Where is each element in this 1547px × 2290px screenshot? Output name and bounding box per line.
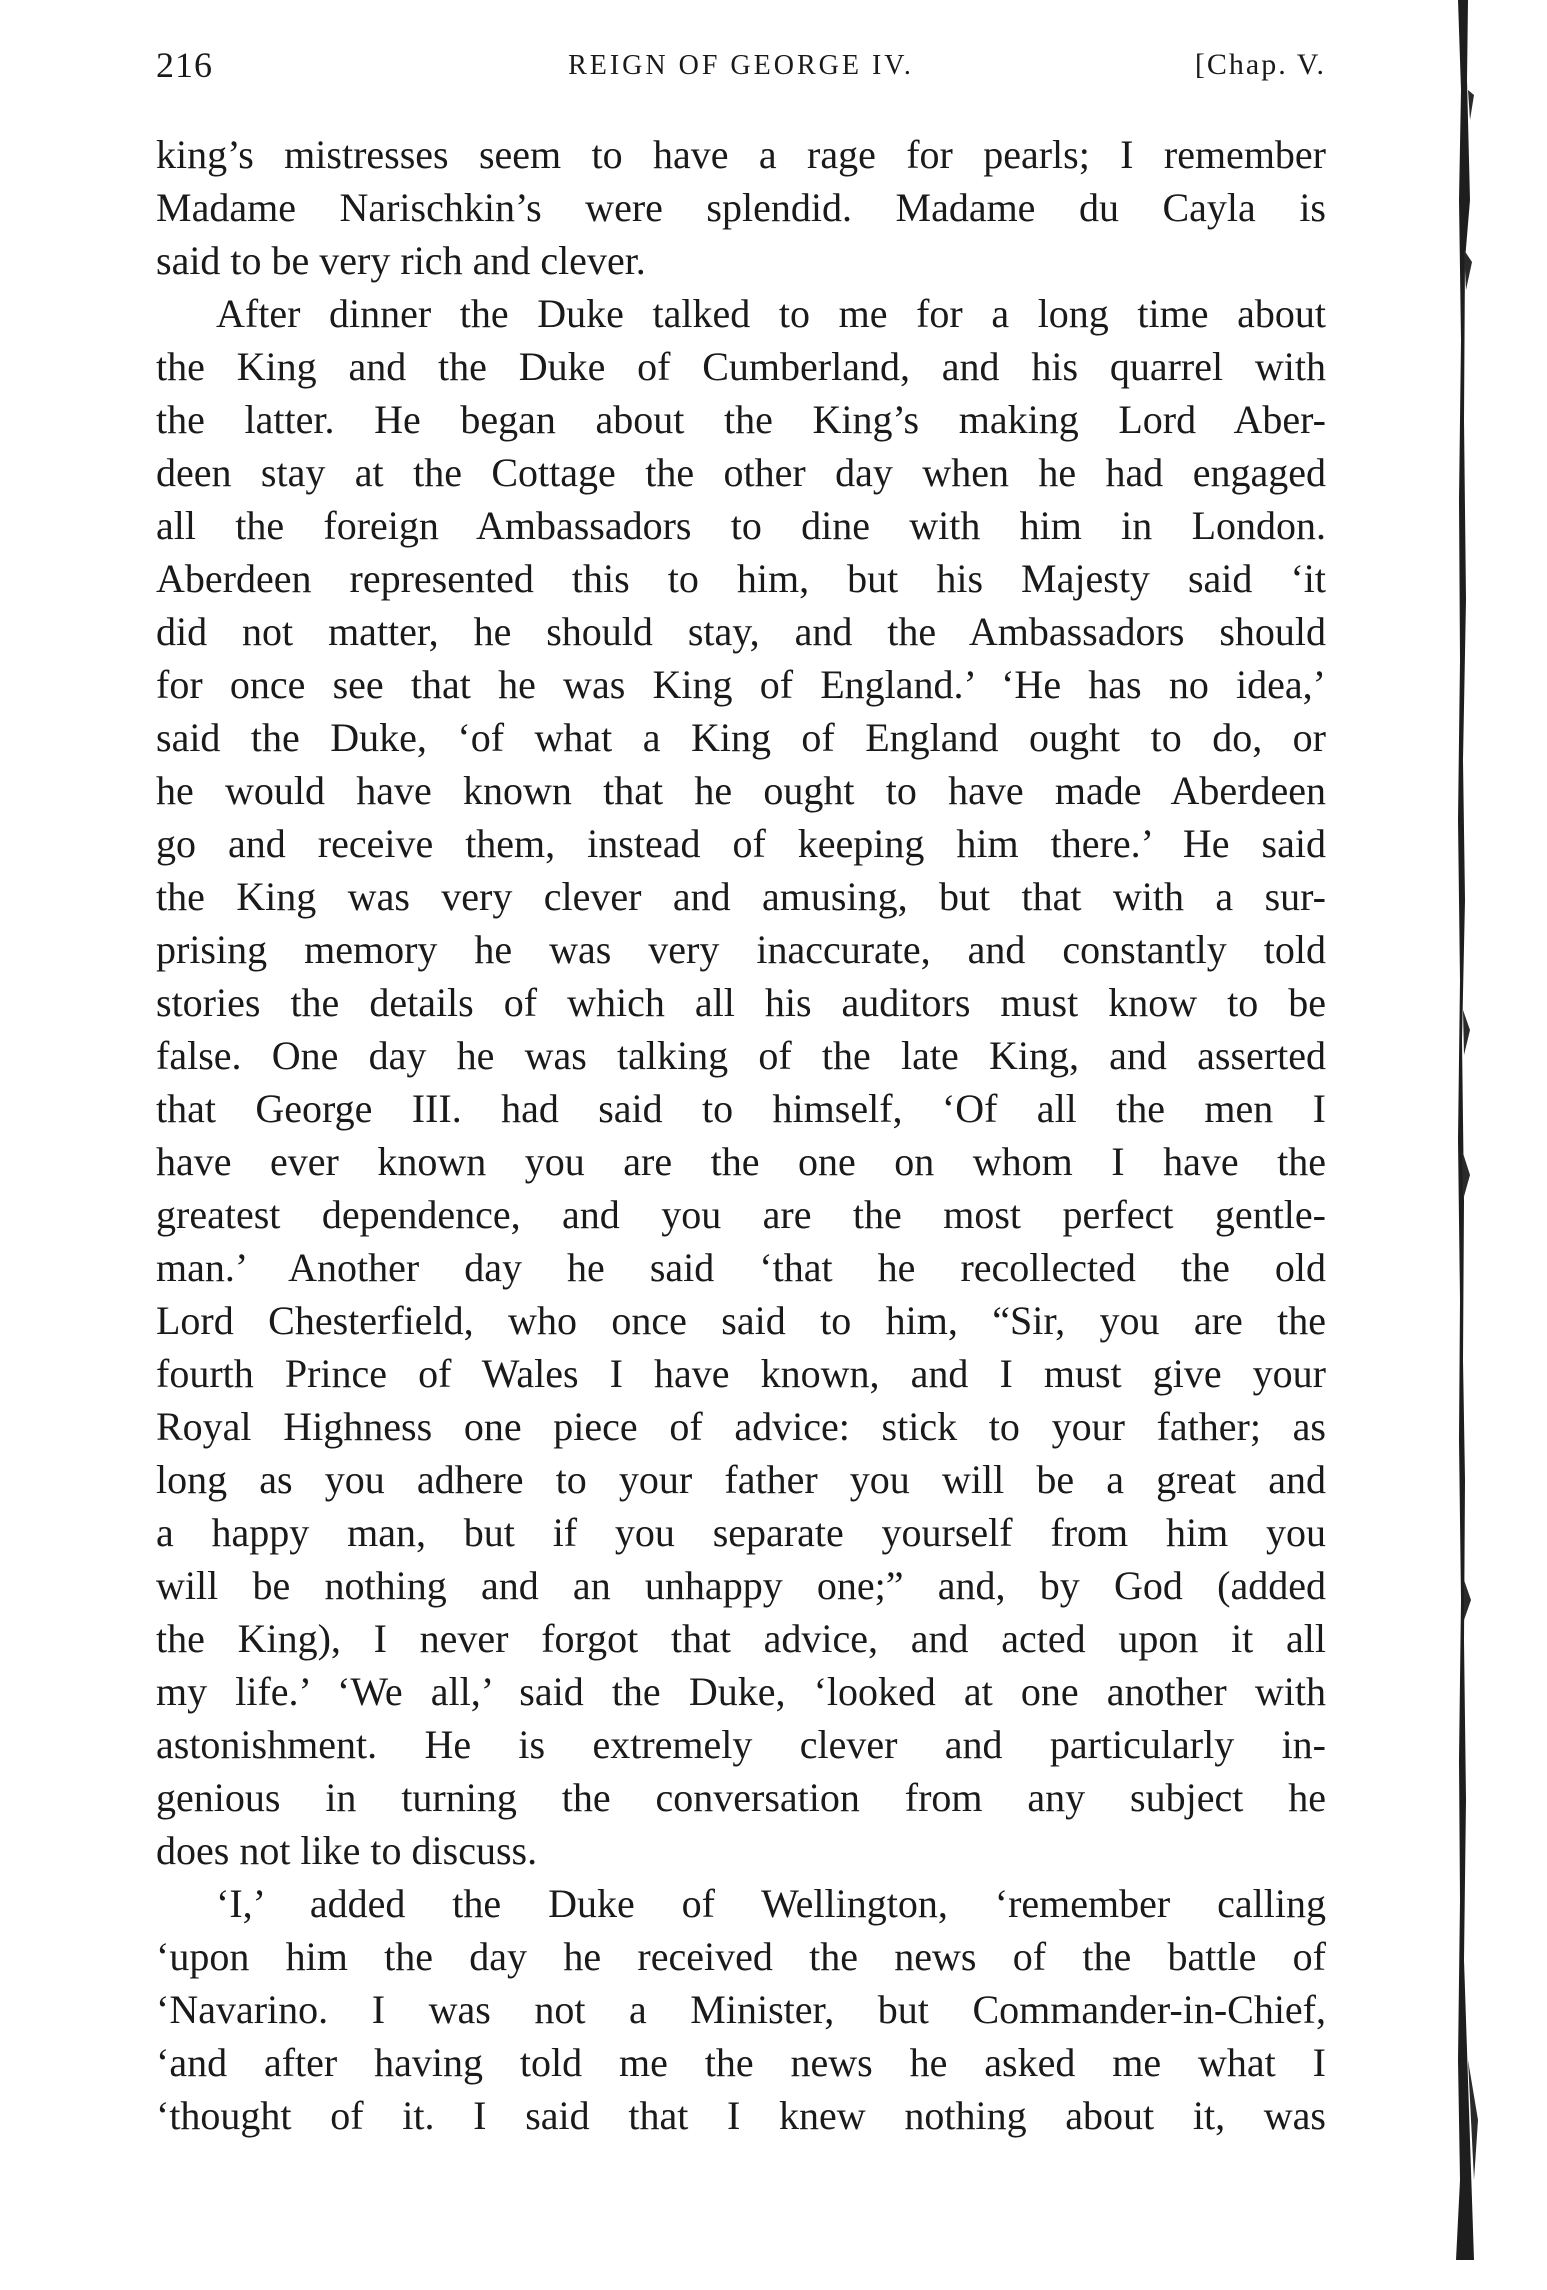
page-header [156,44,1326,94]
text-line: Royal Highness one piece of advice: stick to your father; as [156,1404,1326,1449]
text-line: the latter. He began about the King’s making Lord Aber- [156,397,1326,442]
text-line: will be nothing and an unhappy one;” and, by God (added [156,1563,1326,1608]
page-number: 216 [156,45,213,85]
text-line: my life.’ ‘We all,’ said the Duke, ‘looked at one another with [156,1669,1326,1714]
text-line: deen stay at the Cottage the other day when he had engaged [156,450,1326,495]
text-line: for once see that he was King of England.’ ‘He has no idea,’ [156,662,1326,707]
text-line: the King), I never forgot that advice, and acted upon it all [156,1616,1326,1661]
text-line: greatest dependence, and you are the most perfect gentle- [156,1192,1326,1237]
text-line: king’s mistresses seem to have a rage for pearls; I remember [156,132,1326,177]
text-line: prising memory he was very inaccurate, and constantly told [156,927,1326,972]
text-line: After dinner the Duke talked to me for a long time about [216,291,1326,336]
text-line: man.’ Another day he said ‘that he recollected the old [156,1245,1326,1290]
text-line: Aberdeen represented this to him, but his Majesty said ‘it [156,556,1326,601]
text-line: all the foreign Ambassadors to dine with him in London. [156,503,1326,548]
text-line: go and receive them, instead of keeping him there.’ He said [156,821,1326,866]
text-line: astonishment. He is extremely clever and particularly in- [156,1722,1326,1767]
text-line: genious in turning the conversation from any subject he [156,1775,1326,1820]
text-line: Lord Chesterfield, who once said to him, “Sir, you are the [156,1298,1326,1343]
text-line: does not like to discuss. [156,1828,538,1873]
chapter-reference: [Chap. V. [1194,48,1326,81]
text-line: ‘and after having told me the news he asked me what I [156,2040,1326,2085]
text-line: fourth Prince of Wales I have known, and I must give your [156,1351,1326,1396]
text-line: have ever known you are the one on whom I have the [156,1139,1326,1184]
text-line: ‘thought of it. I said that I knew nothing about it, was [156,2093,1326,2138]
text-line: that George III. had said to himself, ‘Of all the men I [156,1086,1326,1131]
text-line: ‘Navarino. I was not a Minister, but Commander-in-Chief, [156,1987,1326,2032]
binding-edge-shadow [1448,0,1482,2260]
text-line: a happy man, but if you separate yourself from him you [156,1510,1326,1555]
text-line: he would have known that he ought to have made Aberdeen [156,768,1326,813]
text-line: ‘I,’ added the Duke of Wellington, ‘remember calling [216,1881,1326,1926]
text-line: said to be very rich and clever. [156,238,646,283]
running-head: REIGN OF GEORGE IV. [568,50,914,81]
text-line: ‘upon him the day he received the news of the battle of [156,1934,1326,1979]
text-line: false. One day he was talking of the late King, and asserted [156,1033,1326,1078]
text-line: long as you adhere to your father you will be a great and [156,1457,1326,1502]
text-line: the King and the Duke of Cumberland, and his quarrel with [156,344,1326,389]
text-line: Madame Narischkin’s were splendid. Madame du Cayla is [156,185,1326,230]
text-line: the King was very clever and amusing, but that with a sur- [156,874,1326,919]
body-text [156,128,1326,2142]
text-line: stories the details of which all his auditors must know to be [156,980,1326,1025]
text-line: did not matter, he should stay, and the Ambassadors should [156,609,1326,654]
text-line: said the Duke, ‘of what a King of England ought to do, or [156,715,1326,760]
